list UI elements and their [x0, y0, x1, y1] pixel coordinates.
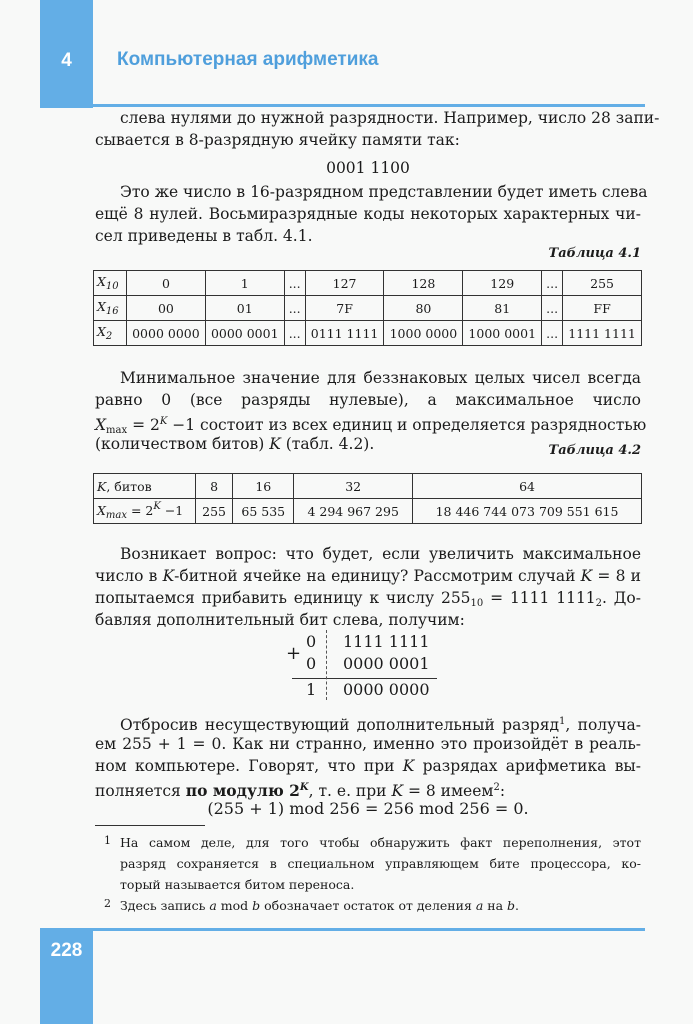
table-cell: 0000 0001 — [205, 321, 284, 346]
chapter-title: Компьютерная арифметика — [117, 49, 379, 70]
table-cell: 129 — [463, 271, 542, 296]
table-row — [94, 321, 642, 346]
table-4-1 — [93, 270, 642, 346]
table-cell: 81 — [463, 296, 542, 321]
paragraph-1-line: слева нулями до нужной разрядности. Например, число 28 запи- — [120, 109, 660, 127]
row-header: $X_{10}$ — [94, 271, 127, 296]
paragraph-4-line: Возникает вопрос: что будет, если увеличить максимальное — [120, 545, 641, 563]
paragraph-3-line: Минимальное значение для беззнаковых целых чисел всегда — [120, 369, 641, 387]
footer-rule — [93, 928, 645, 931]
table-cell: 01 — [205, 296, 284, 321]
table-cell: ... — [542, 321, 563, 346]
binary-addition: + 0 1111 1111 0 0000 0001 1 0000 0000 — [280, 630, 450, 700]
table-cell: FF — [563, 296, 642, 321]
paragraph-3-line: равно 0 (все разряды нулевые), а максимальное число — [95, 391, 641, 409]
paragraph-4-line: попытаемся прибавить единицу к числу $255_{10} = 1111$ $1111_2$. До- — [95, 589, 641, 609]
table-cell: 1 — [205, 271, 284, 296]
footnote-line: разряд сохраняется в специальном управляющем бите процессора, ко- — [120, 856, 641, 871]
footnote-number: 1 — [104, 834, 111, 847]
table-cell: ... — [284, 321, 305, 346]
table-cell: 0000 0000 — [127, 321, 206, 346]
row-header: $X_{16}$ — [94, 296, 127, 321]
table-cell: ... — [284, 271, 305, 296]
paragraph-5-line: Отбросив несуществующий дополнительный разряд$^1$, получа- — [120, 716, 641, 734]
table-cell: 80 — [384, 296, 463, 321]
page-number: 228 — [50, 940, 83, 961]
table-4-2: K, битов 8 16 32 64 $X_{max} = 2^K -1$ 255 65 535 4 294 967 295 18 446 744 073 709 551 615 — [93, 473, 642, 524]
page-tab — [40, 928, 93, 1024]
table-row — [94, 296, 642, 321]
table-cell: ... — [542, 271, 563, 296]
table-cell: ... — [284, 296, 305, 321]
footnote-rule — [95, 825, 205, 826]
table-cell: 00 — [127, 296, 206, 321]
paragraph-5-line: полняется по модулю $2^K$, т. е. при K = 8 имеем$^2$: — [95, 781, 506, 800]
formula: (255 + 1) mod 256 = 256 mod 256 = 0. — [207, 799, 529, 818]
footnote-line: торый называется битом переноса. — [120, 877, 355, 892]
footnote-line: На самом деле, для того чтобы обнаружить факт переполнения, этот — [120, 835, 641, 850]
paragraph-5-line: ем 255 + 1 = 0. Как ни странно, именно это произойдёт в реаль- — [95, 735, 641, 753]
binary-code: 0001 1100 — [326, 159, 410, 177]
paragraph-4-line: бавляя дополнительный бит слева, получим: — [95, 611, 465, 629]
paragraph-2-line: сел приведены в табл. 4.1. — [95, 227, 313, 245]
table-cell: 1111 1111 — [563, 321, 642, 346]
table-cell: 1000 0001 — [463, 321, 542, 346]
chapter-tab — [40, 0, 93, 108]
paragraph-3-line: $X_{max} = 2^K -1$ состоит из всех единиц и определяется разрядностью — [95, 416, 647, 436]
table-cell: 7F — [305, 296, 384, 321]
table-cell: 1000 0000 — [384, 321, 463, 346]
table-caption: Таблица 4.2 — [548, 443, 641, 458]
paragraph-2-line: Это же число в 16-разрядном представлении будет иметь слева — [120, 183, 648, 201]
paragraph-5-line: ном компьютере. Говорят, что при K разрядах арифметика вы- — [95, 757, 641, 775]
row-header: $X_2$ — [94, 321, 127, 346]
paragraph-4-line: число в K-битной ячейке на единицу? Рассмотрим случай K = 8 и — [95, 567, 641, 585]
footnote-line: Здесь запись a mod b обозначает остаток от деления a на b. — [120, 898, 520, 913]
table-cell: 127 — [305, 271, 384, 296]
table-cell: ... — [542, 296, 563, 321]
footnote-number: 2 — [104, 897, 111, 910]
table-cell: 255 — [563, 271, 642, 296]
table-cell: 128 — [384, 271, 463, 296]
table-cell: 0111 1111 — [305, 321, 384, 346]
paragraph-3-line: (количеством битов) K (табл. 4.2). — [95, 435, 375, 453]
paragraph-1-line: сывается в 8-разрядную ячейку памяти так: — [95, 131, 460, 149]
table-row — [94, 271, 642, 296]
chapter-number: 4 — [61, 50, 72, 71]
table-cell: 0 — [127, 271, 206, 296]
table-caption: Таблица 4.1 — [548, 246, 641, 261]
paragraph-2-line: ещё 8 нулей. Восьмиразрядные коды некоторых характерных чи- — [95, 205, 641, 223]
